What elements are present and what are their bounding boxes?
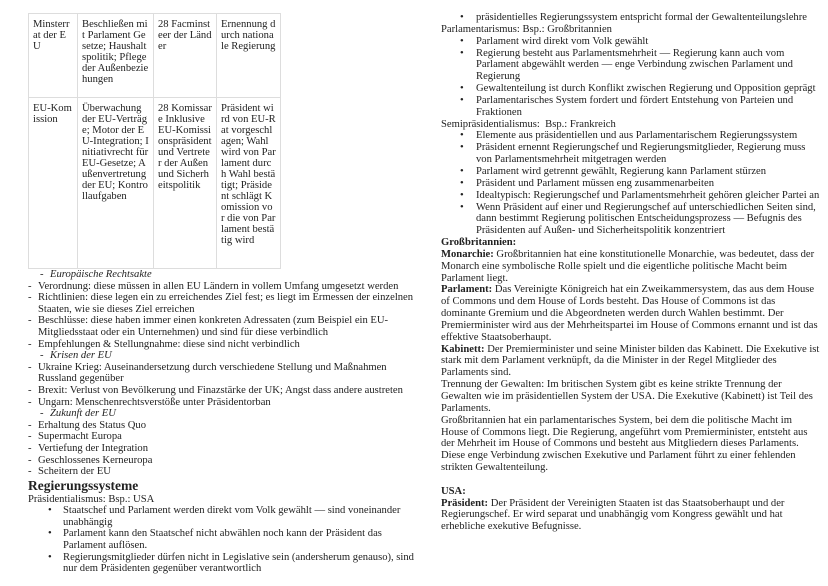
semipraesidentialismus-label: Semipräsidentialismus: Bsp.: Frankreich: [441, 118, 616, 130]
table-cell: 28 Facminsteer der Länder: [154, 14, 217, 98]
list-item: - Richtlinien: diese legen ein zu erreichendes Ziel fest; es liegt im Ermessen der einzelnen Staaten, wie sie dieses Ziel erreichen: [28, 292, 423, 315]
text: Das Vereinigte Königreich hat ein Zweikammersystem, das aus dem House of Commons und dem House of Lords besteht. Das House of Commons ist das dominante Gremium und die Abgeordneten werden durch Wahlen bestimmt. Der Premierminister wird aus der Mehrheitspartei im House of Commons ernannt und ist das effektive Staatsoberhaupt.: [441, 284, 818, 343]
list-item: • Regierung besteht aus Parlamentsmehrheit — Regierung kann auch vom Parlament abgewählt werden — enge Verbindung zwischen Parlament und Regierung: [441, 48, 821, 84]
gb-heading-text: Großbritannien:: [441, 237, 517, 249]
list-item: - Beschlüsse: diese haben immer einen konkreten Adressaten (zum Beispiel ein EU-Mitgliedsstaat oder ein Unternehmen) und sind für diese verbindlich: [28, 315, 423, 338]
label: Monarchie:: [441, 248, 494, 260]
table-row: [29, 14, 281, 98]
sub-heading: - Europäische Rechtsakte: [28, 269, 423, 281]
label: Kabinett:: [441, 343, 485, 355]
praes-bullet-list: [28, 505, 423, 575]
text: Der Präsident der Vereinigten Staaten ist das Staatsoberhaupt und der Regierungschef. Er wird separat und unabhängig vom Kongress gewählt und hat erhebliche exekutive Befugnisse.: [441, 497, 785, 533]
list-item: • Parlament wird getrennt gewählt, Regierung kann Parlament stürzen: [441, 166, 821, 178]
eu-institutions-table: [28, 13, 281, 269]
label: Parlament:: [441, 284, 493, 296]
list-item: • Elemente aus präsidentiellen und aus Parlamentarischem Regierungssystem: [441, 130, 821, 142]
list-item: • präsidentielles Regierungssystem entspricht formal der Gewaltenteilungslehre: [441, 12, 821, 24]
gb-parlament-paragraph: [441, 284, 821, 343]
table-cell: Minsterrat der EU: [29, 14, 78, 98]
list-item: • Präsident und Parlament müssen eng zusammenarbeiten: [441, 178, 821, 190]
section-heading: Regierungssysteme: [28, 477, 139, 493]
list-item: - Erhaltung des Status Quo: [28, 420, 423, 432]
list-item: • Parlament kann den Staatschef nicht abwählen noch kann der Präsident das Parlament auflösen.: [28, 528, 423, 551]
list-item: - Vertiefung der Integration: [28, 443, 423, 455]
label: Präsident:: [441, 497, 489, 509]
text: Großbritannien hat eine konstitutionelle Monarchie, was bedeutet, dass der Monarch eine symbolische Rolle spielt und die eigentliche politische Macht beim Parlament liegt.: [441, 248, 815, 284]
eu-notes-list: [28, 269, 423, 478]
gb-monarchie-paragraph: [441, 249, 821, 285]
semi-bullet-list: [441, 130, 821, 237]
table-cell: Überwachung der EU-Verträge; Motor der EU-Integration; Initiativrecht für EU-Gesetze; Außenvertretung der EU; Kontrollaufgaben: [78, 98, 154, 269]
praes-bullet-list-cont: [441, 12, 821, 24]
list-item: • Parlamentarisches System fordert und fördert Entstehung von Parteien und Fraktionen: [441, 95, 821, 119]
usa-praesident-paragraph: [441, 498, 821, 534]
text: Der Premierminister und seine Minister bilden das Kabinett. Die Exekutive ist stark mit dem Parlament verknüpft, da die Minister in der Regel Mitglieder des Parlaments sind.: [441, 343, 820, 379]
list-item: - Empfehlungen & Stellungnahme: diese sind nicht verbindlich: [28, 339, 423, 351]
list-item: • Präsident ernennt Regierungschef und Regierungsmitglieder, Regierung muss von Parlamentsmehrheit mitgetragen werden: [441, 142, 821, 166]
sub-heading: - Zukunft der EU: [28, 408, 423, 420]
gb-summary-paragraph: Großbritannien hat ein parlamentarisches System, bei dem die politische Macht im House of Commons liegt. Die Regierung, angeführt vom Premierminister, entsteht aus der Mehrheit im House of Commons und besteht aus Mitgliedern dieses Parlaments. Diese enge Verbindung zwischen Exekutive und Parlament führt zu einer fehlenden strikten Gewaltenteilung.: [441, 414, 808, 474]
gb-trennung-paragraph: Trennung der Gewalten: Im britischen System gibt es keine strikte Trennung der Gewalten wie im präsidentiellen System der USA. Die Exekutive (Kabinett) ist Teil des Parlaments.: [441, 379, 813, 414]
list-item: • Idealtypisch: Regierungschef und Parlamentsmehrheit gehören gleicher Partei an: [441, 190, 821, 202]
list-item: - Verordnung: diese müssen in allen EU Ländern in vollem Umfang umgesetzt werden: [28, 281, 423, 293]
table-cell: EU-Komission: [29, 98, 78, 269]
usa-heading-text: USA:: [441, 485, 466, 497]
sub-heading: - Krisen der EU: [28, 350, 423, 362]
parlamentarismus-label: Parlamentarismus: Bsp.: Großbritannien: [441, 23, 612, 35]
gb-kabinett-paragraph: [441, 344, 821, 380]
list-item: • Regierungsmitglieder dürfen nicht in Legislative sein (andersherum genauso), sind nur dem Präsidenten gegenüber verantwortlich: [28, 552, 423, 575]
table-cell: Ernennung durch nationale Regierung: [217, 14, 281, 98]
right-column: [441, 12, 821, 533]
list-item: • Gewaltenteilung ist durch Konflikt zwischen Regierung und Opposition geprägt: [441, 83, 821, 95]
praesidentialismus-label: Präsidentialismus: Bsp.: USA: [28, 493, 155, 505]
list-item: • Parlament wird direkt vom Volk gewählt: [441, 36, 821, 48]
list-item: - Ungarn: Menschenrechtsverstöße unter Präsidentorban: [28, 397, 423, 409]
list-item: - Ukraine Krieg: Auseinandersetzung durch verschiedene Stellung und Maßnahmen Russland gegenüber: [28, 362, 423, 385]
table-row: [29, 98, 281, 269]
list-item: - Supermacht Europa: [28, 431, 423, 443]
list-item: - Geschlossenes Kerneuropa: [28, 455, 423, 467]
parl-bullet-list: [441, 36, 821, 119]
gb-heading: [441, 237, 821, 249]
table-cell: 28 Komissare Inklusive EU-Komissionspräsident und Vertreter der Außen und Sicherheitspolitik: [154, 98, 217, 269]
usa-heading: [441, 486, 821, 498]
list-item: • Wenn Präsident auf einer und Regierungschef auf unterschiedlichen Seiten sind, dann bestimmt Regierung politischen Entscheidungsprozess — Befugnis des Präsidenten auf Außen- und Sicherheitspolitik konzentriert: [441, 202, 821, 238]
left-column: [28, 13, 423, 575]
list-item: • Staatschef und Parlament werden direkt vom Volk gewählt — sind voneinander unabhängig: [28, 505, 423, 528]
list-item: - Brexit: Verlust von Bevölkerung und Finazstärke der UK; Angst dass andere austreten: [28, 385, 423, 397]
table-cell: Präsident wird von EU-Rat vorgeschlagen; Wahl wird von Parlament durch Wahl bestätigt; Präsident schlägt Komission vor die von Parlament bestätig wird: [217, 98, 281, 269]
table-cell: Beschließen mit Parlament Gesetze; Haushaltspolitik; Pflege der Außenbeziehungen: [78, 14, 154, 98]
list-item: - Scheitern der EU: [28, 466, 423, 478]
